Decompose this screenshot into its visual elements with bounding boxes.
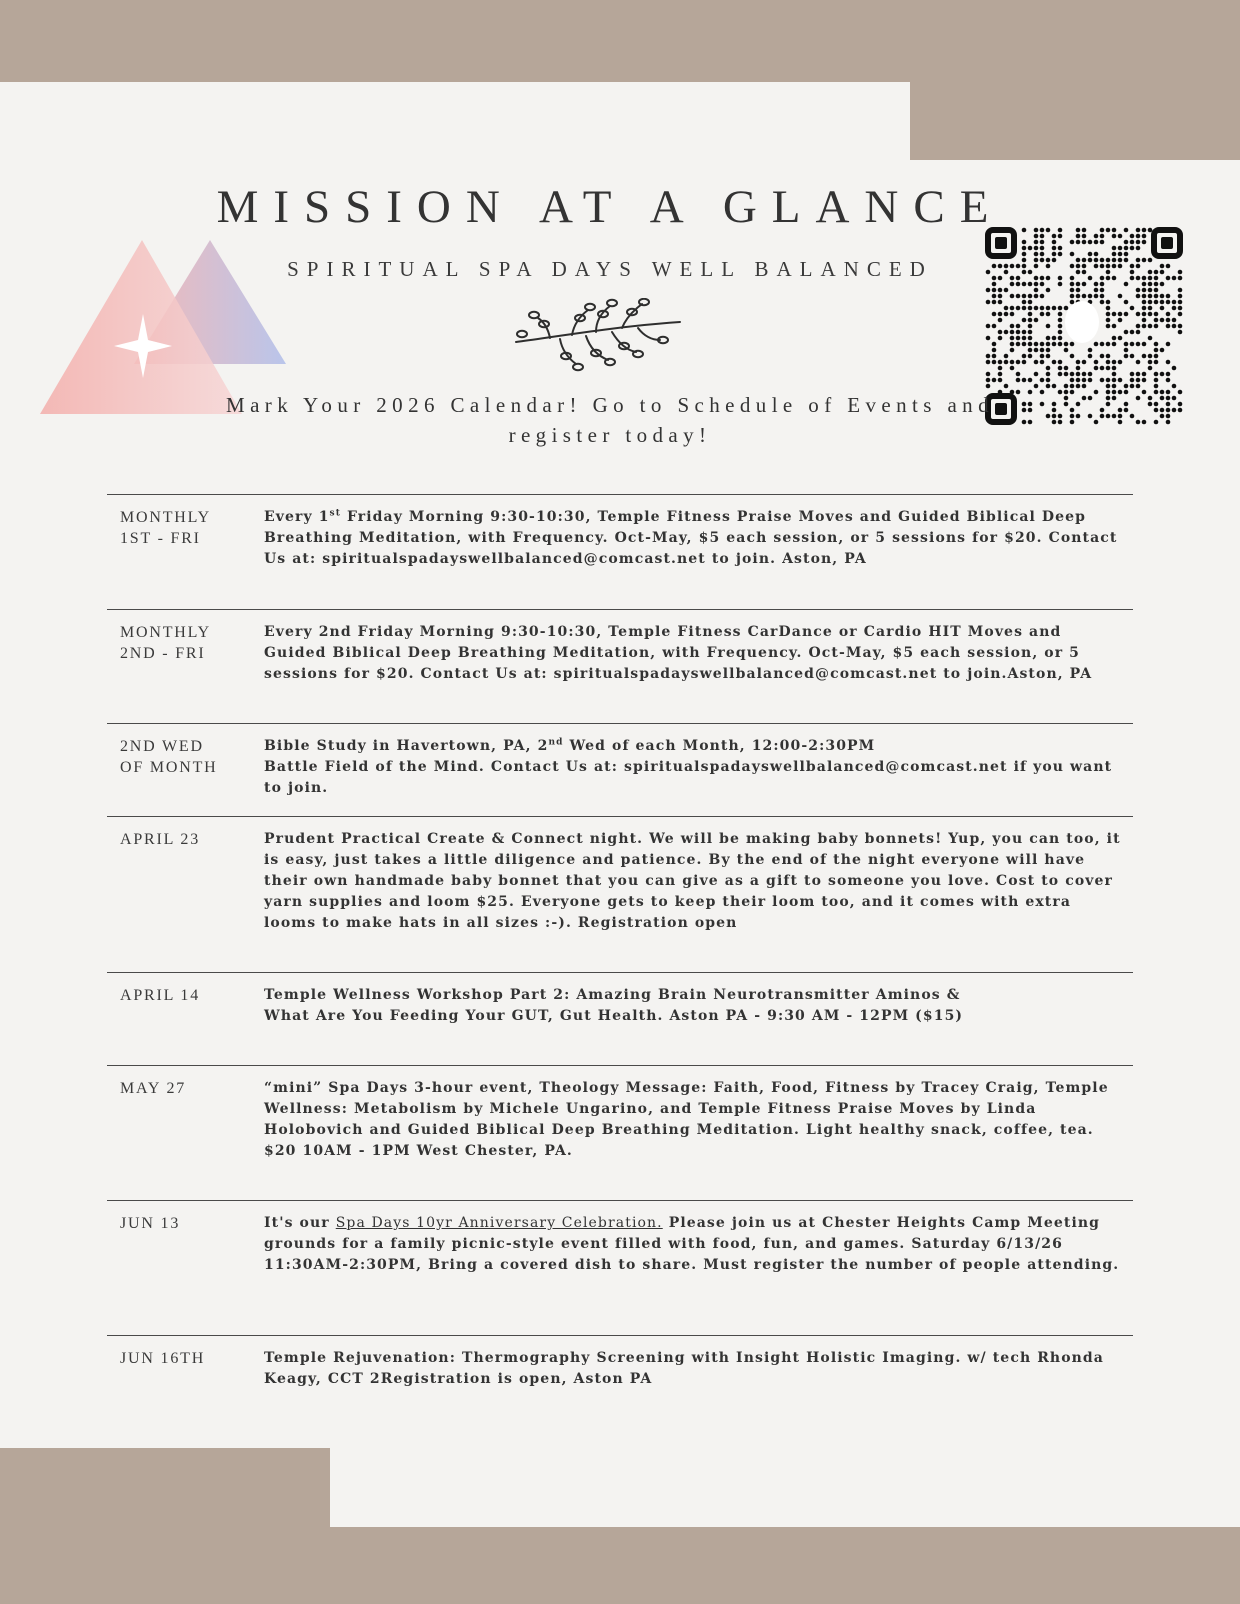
page-title: MISSION AT A GLANCE	[216, 181, 1004, 233]
event-description: Every 2nd Friday Morning 9:30-10:30, Temple Fitness CarDance or Cardio HIT Moves and Guided Biblical Deep Breathing Meditation, with Frequency. Oct-May, $5 each session, or 5 sessions for $20. Contact Us at: spiritualspadayswellbalanced@comcast.net to join.Aston, PA	[264, 624, 1093, 682]
bottom-band	[0, 1527, 1240, 1604]
leafy-sprig-icon	[510, 298, 700, 376]
event-date	[120, 1213, 260, 1234]
event-description: Prudent Practical Create & Connect night. We will be making baby bonnets! Yup, you can too, it is easy, just takes a little diligence and patience. By the end of the night everyone will have their own handmade baby bonnet that you can give as a gift to someone you love. Cost to cover yarn supplies and loom $25. Everyone gets to keep their loom too, and it comes with extra looms to make hats in all sizes :-). Registration open	[264, 831, 1121, 931]
event-row	[107, 1200, 1133, 1273]
event-date	[120, 622, 260, 664]
event-description-text: It's our	[264, 1215, 336, 1231]
event-date-line: OF MONTH	[120, 759, 218, 776]
event-row	[107, 494, 1133, 567]
event-description	[264, 985, 1126, 1027]
event-date-line: 2ND WED	[120, 738, 204, 755]
event-date-line: MONTHLY	[120, 509, 211, 526]
event-date-line: APRIL 14	[120, 987, 201, 1004]
event-date	[120, 736, 260, 778]
event-date-line: JUN 16TH	[120, 1350, 206, 1367]
page-subtitle: SPIRITUAL SPA DAYS WELL BALANCED	[287, 257, 933, 281]
event-description-text: Friday Morning 9:30-10:30, Temple Fitness Praise Moves and Guided Biblical Deep Breathing Meditation, with Frequency. Oct-May, $5 each session, or 5 sessions for $20. Contact Us at: spiritualspadayswellbalanced@comcast.net to join. Aston, PA	[264, 509, 1118, 567]
event-row	[107, 816, 1133, 931]
event-row	[107, 723, 1133, 796]
event-date	[120, 829, 260, 850]
event-description-text: What Are You Feeding Your GUT, Gut Health. Aston PA - 9:30 AM - 12PM ($15)	[264, 1008, 964, 1024]
event-date-line: 2ND - FRI	[120, 645, 206, 662]
event-description-text: Please join us at Chester Heights Camp Meeting grounds for a family picnic-style event filled with food, fun, and games. Saturday 6/13/26 11:30AM-2:30PM, Bring a covered dish to share. Must register the number of people attending.	[264, 1215, 1120, 1273]
event-date	[120, 507, 260, 549]
event-description-text: Wed of each Month, 12:00-2:30PM	[563, 738, 876, 754]
event-description-text: Battle Field of the Mind. Contact Us at: spiritualspadayswellbalanced@comcast.net if you want to join.	[264, 759, 1113, 796]
event-date	[120, 985, 260, 1006]
event-date-line: MAY 27	[120, 1080, 187, 1097]
event-description	[264, 507, 1126, 570]
event-description	[264, 736, 1126, 799]
event-description-text: Every 1	[264, 509, 330, 525]
event-date-line: JUN 13	[120, 1215, 181, 1232]
anniversary-celebration-link[interactable]: Spa Days 10yr Anniversary Celebration.	[335, 1215, 663, 1231]
event-description-text: Temple Wellness Workshop Part 2: Amazing Brain Neurotransmitter Aminos &	[264, 987, 961, 1003]
event-description: Temple Rejuvenation: Thermography Screening with Insight Holistic Imaging. w/ tech Rhonda Keagy, CCT 2Registration is open, Aston PA	[264, 1350, 1104, 1387]
event-description	[264, 1213, 1126, 1276]
event-row	[107, 609, 1133, 682]
event-row	[107, 1065, 1133, 1159]
ordinal-suffix: st	[329, 508, 341, 519]
event-date	[120, 1078, 260, 1099]
event-date-line: 1ST - FRI	[120, 530, 201, 547]
event-description: “mini” Spa Days 3-hour event, Theology Message: Faith, Food, Fitness by Tracey Craig, Temple Wellness: Metabolism by Michele Ungarino, and Temple Fitness Praise Moves by Linda Holobovich and Guided Biblical Deep Breathing Meditation. Light healthy snack, coffee, tea. $20 10AM - 1PM West Chester, PA.	[264, 1080, 1109, 1159]
event-date	[120, 1348, 260, 1369]
calendar-callout: Mark Your 2026 Calendar! Go to Schedule of Events and register today!	[226, 393, 994, 447]
event-date-line: APRIL 23	[120, 831, 201, 848]
event-row	[107, 1335, 1133, 1387]
top-right-band	[910, 0, 1240, 160]
qr-code-icon[interactable]	[984, 226, 1184, 426]
ordinal-suffix: nd	[548, 737, 564, 748]
event-row	[107, 972, 1133, 1024]
event-date-line: MONTHLY	[120, 624, 211, 641]
event-description-text: Bible Study in Havertown, PA, 2	[264, 738, 549, 754]
